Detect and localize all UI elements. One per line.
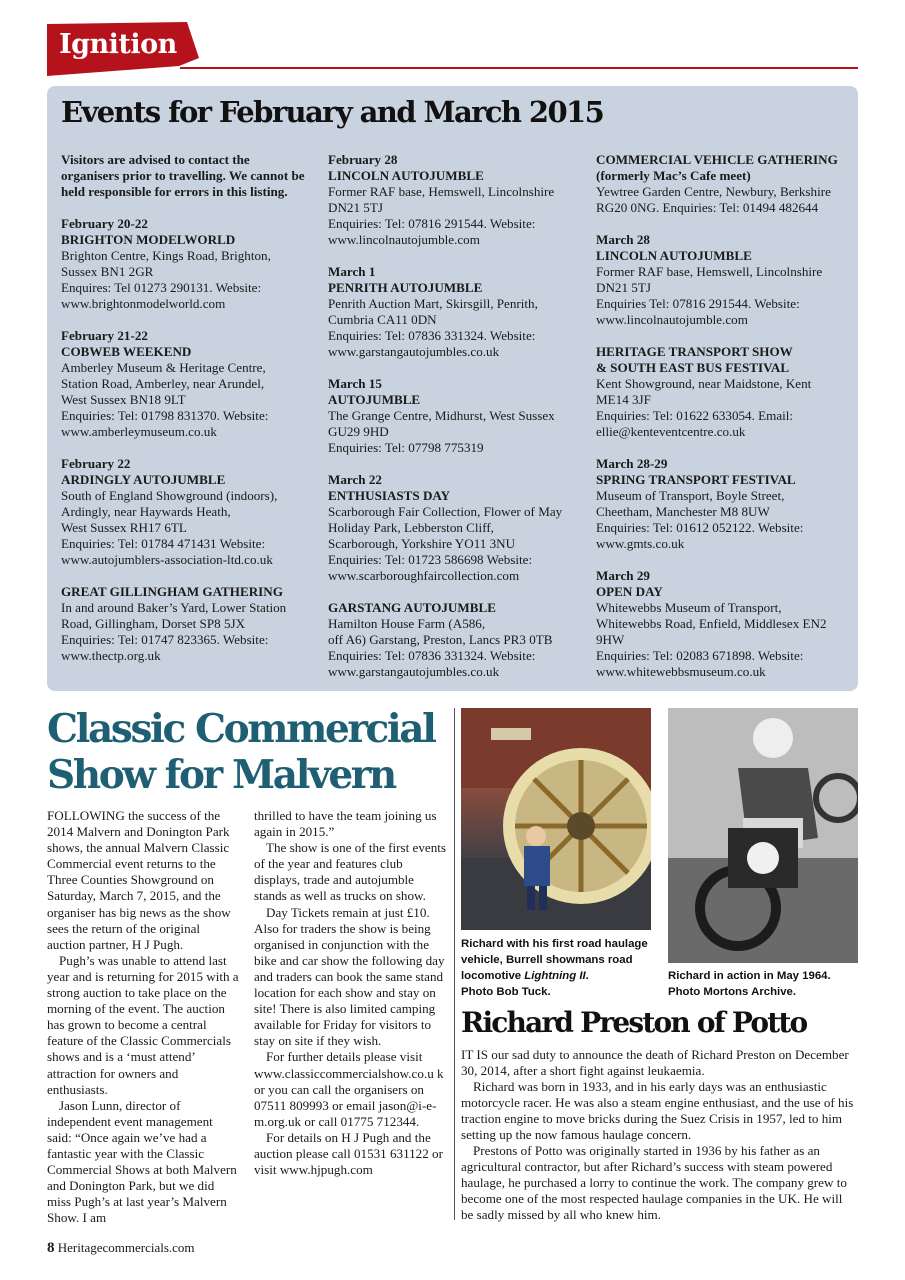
event-detail-line: Brighton Centre, Kings Road, Brighton, — [61, 248, 271, 263]
event-entry — [596, 568, 854, 680]
event-detail-line: Scarborough, Yorkshire YO11 3NU — [328, 536, 516, 551]
event-detail-line: Enquiries: Tel: 07836 331324. Website: — [328, 328, 536, 343]
event-date: March 1 — [328, 264, 376, 279]
article-paragraph: For details on H J Pugh and the auction please call 01531 631122 or visit www.hjpugh.com — [254, 1129, 443, 1178]
event-detail-line: www.garstangautojumbles.co.uk — [328, 344, 500, 359]
events-title: Events for February and March 2015 — [61, 95, 604, 129]
event-spacer — [328, 584, 584, 600]
event-detail-line: Cheetham, Manchester M8 8UW — [596, 504, 770, 519]
event-detail-line: www.autojumblers-association-ltd.co.uk — [61, 552, 273, 567]
event-detail-line: www.whitewebbsmuseum.co.uk — [596, 664, 766, 679]
event-name: LINCOLN AUTOJUMBLE — [596, 248, 752, 263]
event-name: SPRING TRANSPORT FESTIVAL — [596, 472, 796, 487]
event-entry — [328, 472, 584, 584]
event-date: March 15 — [328, 376, 382, 391]
event-detail-line: Road, Gillingham, Dorset SP8 5JX — [61, 616, 246, 631]
event-detail-line: Enquiries: Tel: 01612 052122. Website: — [596, 520, 804, 535]
article-paragraph: For further details please visit www.classiccommercialshow.co.u k or you can call the organisers on 07511 809993 or email jason@i-e-m.org.uk or call 01775 712344. — [254, 1049, 444, 1129]
events-box — [47, 86, 858, 691]
event-detail-line: Whitewebbs Road, Enfield, Middlesex EN2 — [596, 616, 827, 631]
event-detail-line: Ardingly, near Haywards Heath, — [61, 504, 231, 519]
article-column-2 — [254, 808, 446, 1178]
event-detail-line: Former RAF base, Hemswell, Lincolnshire — [596, 264, 823, 279]
event-entry — [61, 328, 311, 440]
event-name: (formerly Mac’s Cafe meet) — [596, 168, 751, 183]
event-spacer — [596, 552, 854, 568]
event-name: PENRITH AUTOJUMBLE — [328, 280, 483, 295]
event-name: BRIGHTON MODELWORLD — [61, 232, 236, 247]
photo-credit: Photo Bob Tuck. — [461, 986, 551, 998]
event-detail-line: Enquiries: Tel: 01798 831370. Website: — [61, 408, 269, 423]
events-column-2 — [328, 152, 584, 680]
event-detail-line: DN21 5TJ — [596, 280, 651, 295]
event-date: February 20-22 — [61, 216, 148, 231]
event-entry — [61, 216, 311, 312]
event-entry — [596, 232, 854, 328]
event-date: February 21-22 — [61, 328, 148, 343]
event-detail-line: Cumbria CA11 0DN — [328, 312, 437, 327]
event-detail-line: Penrith Auction Mart, Skirsgill, Penrith, — [328, 296, 538, 311]
event-detail-line: Scarborough Fair Collection, Flower of May — [328, 504, 563, 519]
header-rule — [180, 67, 858, 69]
event-entry — [596, 456, 854, 552]
photo-motorcycle — [668, 708, 858, 963]
event-detail-line: South of England Showground (indoors), — [61, 488, 278, 503]
event-spacer — [596, 440, 854, 456]
event-date: COMMERCIAL VEHICLE GATHERING — [596, 152, 838, 167]
event-detail-line: www.amberleymuseum.co.uk — [61, 424, 217, 439]
event-spacer — [328, 248, 584, 264]
event-spacer — [61, 440, 311, 456]
event-detail-line: Enquires: Tel 01273 290131. Website: — [61, 280, 262, 295]
event-detail-line: Enquiries: Tel: 01747 823365. Website: — [61, 632, 269, 647]
event-detail-line: ME14 3JF — [596, 392, 651, 407]
obituary-paragraph: Prestons of Potto was originally started in 1936 by his father as an agricultural contractor, but after Richard’s success with steam powered haulage, he purchased a lorry to continue the work. The company grew to become one of the most respected haulage companies in the UK. He will be sadly missed by all who knew him. — [461, 1143, 847, 1222]
event-name: GARSTANG AUTOJUMBLE — [328, 600, 496, 615]
section-tag-label: Ignition — [59, 29, 177, 60]
column-divider — [454, 708, 455, 1220]
event-date: February 28 — [328, 152, 398, 167]
event-name: LINCOLN AUTOJUMBLE — [328, 168, 484, 183]
event-detail-line: Former RAF base, Hemswell, Lincolnshire — [328, 184, 555, 199]
event-detail-line: The Grange Centre, Midhurst, West Sussex — [328, 408, 555, 423]
article-paragraph: The show is one of the first events of the year and features club displays, trade and autojumble stands as well as trucks on show. — [254, 840, 447, 904]
photo-credit: Photo Mortons Archive. — [668, 986, 797, 998]
article-paragraph: Day Tickets remain at just £10. Also for traders the show is being organised in conjunction with the bike and car show the following day and traders can book the same stand location for each show and stay on site! There is also limited camping available for Friday for visitors to stay on site if they wish. — [254, 904, 445, 1049]
event-detail-line: 9HW — [596, 632, 625, 647]
event-spacer — [596, 216, 854, 232]
event-detail-line: www.scarboroughfaircollection.com — [328, 568, 520, 583]
event-detail-line: Kent Showground, near Maidstone, Kent — [596, 376, 812, 391]
traction-engine-illustration — [461, 708, 651, 930]
events-column-3 — [596, 152, 854, 680]
event-entry — [596, 152, 854, 216]
event-entry — [328, 376, 584, 456]
photo-caption-1 — [461, 936, 656, 1000]
event-detail-line: West Sussex BN18 9LT — [61, 392, 186, 407]
events-column-1 — [61, 152, 311, 664]
article-paragraph: FOLLOWING the success of the 2014 Malvern and Donington Park shows, the annual Malvern Classic Commercial event returns to the Three Counties Showground on Saturday, March 7, 2015, and the organiser has big news as the show sees the return of the original auction partner, H J Pugh. — [47, 808, 231, 952]
event-detail-line: Enquiries: Tel: 07816 291544. Website: — [328, 216, 536, 231]
article-paragraph: Pugh’s was unable to attend last year and is returning for 2015 with a strong auction to take place on the morning of the event. The auction has grown to become a central feature of the Classic Commercials shows and is a ‘must attend’ attraction for owners and enthusiasts. — [47, 952, 239, 1097]
event-date: March 28-29 — [596, 456, 668, 471]
event-detail-line: www.brightonmodelworld.com — [61, 296, 226, 311]
event-detail-line: West Sussex RH17 6TL — [61, 520, 187, 535]
event-entry — [61, 456, 311, 568]
event-name: ENTHUSIASTS DAY — [328, 488, 451, 503]
event-spacer — [61, 568, 311, 584]
event-detail-line: www.lincolnautojumble.com — [596, 312, 748, 327]
obituary-paragraph: IT IS our sad duty to announce the death of Richard Preston on December 30, 2014, after a short fight against leukaemia. — [461, 1047, 849, 1078]
event-detail-line: Enquiries Tel: 07816 291544. Website: — [596, 296, 800, 311]
event-spacer — [596, 328, 854, 344]
page-footer — [47, 1240, 195, 1257]
article-column-1 — [47, 808, 240, 1226]
event-detail-line: Holiday Park, Lebberston Cliff, — [328, 520, 494, 535]
event-name: AUTOJUMBLE — [328, 392, 421, 407]
caption-italic: Lightning II — [524, 970, 586, 982]
event-detail-line: Enquiries: Tel: 01723 586698 Website: — [328, 552, 533, 567]
event-name: & SOUTH EAST BUS FESTIVAL — [596, 360, 790, 375]
event-detail-line: Enquiries: Tel: 01622 633054. Email: — [596, 408, 794, 423]
motorcycle-illustration — [668, 708, 858, 963]
event-detail-line: In and around Baker’s Yard, Lower Station — [61, 600, 287, 615]
obituary-headline: Richard Preston of Potto — [461, 1006, 807, 1039]
event-spacer — [328, 456, 584, 472]
event-date: HERITAGE TRANSPORT SHOW — [596, 344, 793, 359]
event-detail-line: Enquiries: Tel: 07798 775319 — [328, 440, 484, 455]
page-number: 8 — [47, 1240, 55, 1256]
section-tag — [47, 22, 199, 76]
event-entry — [596, 344, 854, 440]
event-detail-line: Museum of Transport, Boyle Street, — [596, 488, 785, 503]
event-date: March 22 — [328, 472, 382, 487]
event-detail-line: GU29 9HD — [328, 424, 389, 439]
event-detail-line: Sussex BN1 2GR — [61, 264, 154, 279]
article-headline: Classic Commercial Show for Malvern — [47, 706, 435, 798]
events-notice: Visitors are advised to contact the organisers prior to travelling. We cannot be held responsible for errors in this listing. — [61, 152, 305, 199]
event-detail-line: Whitewebbs Museum of Transport, — [596, 600, 782, 615]
event-detail-line: Yewtree Garden Centre, Newbury, Berkshire — [596, 184, 831, 199]
event-name: OPEN DAY — [596, 584, 663, 599]
event-detail-line: Station Road, Amberley, near Arundel, — [61, 376, 265, 391]
event-detail-line: www.lincolnautojumble.com — [328, 232, 480, 247]
event-name: GREAT GILLINGHAM GATHERING — [61, 584, 283, 599]
photo-traction-engine — [461, 708, 651, 930]
caption-text: Richard in action in May 1964. — [668, 970, 831, 982]
event-detail-line: Hamilton House Farm (A586, — [328, 616, 486, 631]
caption-text: Richard with his first road haulage vehicle, Burrell showmans road locomotive — [461, 938, 648, 982]
event-spacer — [61, 200, 311, 216]
obituary-body — [461, 1047, 858, 1223]
event-detail-line: www.thectp.org.uk — [61, 648, 161, 663]
article-paragraph: Jason Lunn, director of independent event management said: “Once again we’ve had a fantastic year with the Classic Commercial Shows at both Malvern and Donington Park, but we did miss Pugh’s at last year’s Malvern Show. I am — [47, 1097, 237, 1226]
event-entry — [328, 152, 584, 248]
event-entry — [61, 584, 311, 664]
event-spacer — [328, 360, 584, 376]
event-date: February 22 — [61, 456, 131, 471]
event-detail-line: off A6) Garstang, Preston, Lancs PR3 0TB — [328, 632, 553, 647]
event-detail-line: DN21 5TJ — [328, 200, 383, 215]
event-detail-line: RG20 0NG. Enquiries: Tel: 01494 482644 — [596, 200, 819, 215]
event-detail-line: Enquiries: Tel: 01784 471431 Website: — [61, 536, 266, 551]
event-entry — [328, 600, 584, 680]
event-entry — [328, 264, 584, 360]
caption-text-end: . — [585, 970, 589, 982]
obituary-paragraph: Richard was born in 1933, and in his early days was an enthusiastic motorcycle racer. He was also a steam engine enthusiast, and the use of his traction engine to move bricks during the Suez Crisis in 1957, led to him setting up the now famous haulage concern. — [461, 1079, 854, 1142]
photo-caption-2 — [668, 968, 858, 1000]
event-name: COBWEB WEEKEND — [61, 344, 192, 359]
event-detail-line: www.garstangautojumbles.co.uk — [328, 664, 500, 679]
event-date: March 28 — [596, 232, 650, 247]
article-paragraph: thrilled to have the team joining us again in 2015.” — [254, 808, 437, 840]
event-name: ARDINGLY AUTOJUMBLE — [61, 472, 226, 487]
event-spacer — [61, 312, 311, 328]
event-detail-line: Amberley Museum & Heritage Centre, — [61, 360, 266, 375]
event-detail-line: Enquiries: Tel: 07836 331324. Website: — [328, 648, 536, 663]
event-date: March 29 — [596, 568, 650, 583]
footer-site: Heritagecommercials.com — [57, 1240, 195, 1255]
event-detail-line: Enquiries: Tel: 02083 671898. Website: — [596, 648, 804, 663]
event-detail-line: ellie@kenteventcentre.co.uk — [596, 424, 746, 439]
event-detail-line: www.gmts.co.uk — [596, 536, 685, 551]
